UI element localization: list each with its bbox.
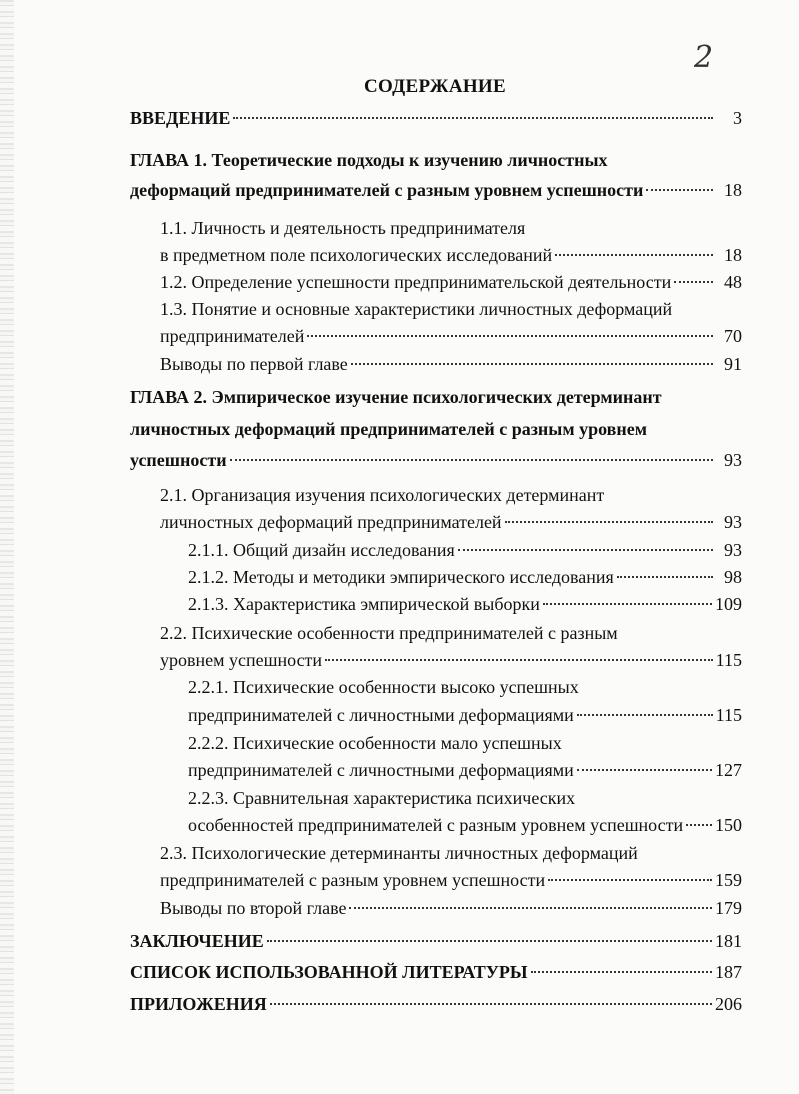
toc-entry-label: 1.2. Определение успешности предпринимательской деятельности (160, 272, 672, 292)
toc-entry-2-2-3-cont[interactable] (188, 815, 742, 841)
dot-leader (325, 659, 713, 661)
toc-entry-2-2[interactable] (160, 623, 742, 649)
toc-entry-label: в предметном поле психологических исследований (160, 245, 553, 265)
toc-entry-1-3-cont[interactable] (160, 326, 742, 352)
toc-entry-page: 91 (724, 354, 742, 374)
dot-leader (307, 335, 713, 337)
toc-entry-page: 187 (715, 962, 742, 982)
dot-leader (458, 549, 713, 551)
dot-leader (577, 714, 713, 716)
toc-entry-label: СПИСОК ИСПОЛЬЗОВАННОЙ ЛИТЕРАТУРЫ (130, 962, 528, 982)
toc-entry-page: 18 (724, 180, 742, 200)
toc-entry-2-3-cont[interactable] (160, 870, 742, 896)
dot-leader (617, 576, 713, 578)
scan-binding-edge (0, 0, 14, 1094)
toc-entry-label: 2.2.1. Психические особенности высоко успешных (188, 677, 579, 697)
toc-entry-2-2-2-cont[interactable] (188, 760, 742, 786)
dot-leader (555, 254, 713, 256)
toc-entry-label: 2.2.3. Сравнительная характеристика психических (188, 788, 576, 808)
toc-entry-2-1-cont[interactable] (160, 512, 742, 538)
toc-entry-1-2[interactable] (160, 272, 742, 298)
toc-entry-2-2-2[interactable] (188, 733, 742, 759)
toc-entry-page: 115 (715, 705, 742, 725)
toc-entry-label: 2.1.3. Характеристика эмпирической выборки (188, 594, 540, 614)
toc-entry-label: Выводы по второй главе (160, 898, 347, 918)
dot-leader (267, 940, 712, 942)
dot-leader (505, 521, 713, 523)
toc-entry-label: предпринимателей с разным уровнем успешности (160, 870, 546, 890)
dot-leader (270, 1003, 712, 1005)
toc-entry-introduction[interactable] (130, 108, 742, 134)
handwritten-page-number: 2 (694, 40, 714, 75)
toc-entry-2-1-2[interactable] (188, 567, 742, 593)
toc-entry-conclusions-1[interactable] (160, 354, 742, 380)
toc-entry-chapter-1-cont[interactable] (130, 180, 742, 206)
toc-entry-2-1-3[interactable] (188, 594, 742, 620)
toc-entry-label: Выводы по первой главе (160, 354, 348, 374)
toc-entry-label: ВВЕДЕНИЕ (130, 108, 231, 128)
toc-entry-chapter-2-cont2[interactable] (130, 450, 742, 476)
toc-entry-chapter-2[interactable] (130, 387, 742, 413)
toc-entry-label: 2.1.2. Методы и методики эмпирического исследования (188, 567, 614, 587)
toc-entry-2-2-1-cont[interactable] (188, 705, 742, 731)
toc-entry-label: личностных деформаций предпринимателей с разным уровнем (130, 419, 648, 439)
toc-entry-1-1[interactable] (160, 218, 742, 244)
dot-leader (230, 459, 713, 461)
toc-entry-appendix[interactable] (130, 994, 742, 1020)
toc-entry-page: 93 (724, 512, 742, 532)
toc-entry-page: 150 (715, 815, 742, 835)
toc-entry-label: ГЛАВА 1. Теоретические подходы к изучению личностных (130, 150, 608, 170)
toc-entry-label: предпринимателей с личностными деформациями (188, 760, 574, 780)
toc-entry-label: 2.3. Психологические детерминанты личностных деформаций (160, 843, 638, 863)
toc-entry-label: 1.3. Понятие и основные характеристики личностных деформаций (160, 299, 673, 319)
dot-leader (548, 879, 712, 881)
toc-entry-2-2-3[interactable] (188, 788, 742, 814)
toc-entry-page: 109 (715, 594, 742, 614)
toc-title: СОДЕРЖАНИЕ (364, 76, 506, 97)
toc-entry-label: 2.2. Психические особенности предпринимателей с разным (160, 623, 618, 643)
toc-entry-2-2-1[interactable] (188, 677, 742, 703)
toc-entry-page: 179 (715, 898, 742, 918)
toc-entry-2-1-1[interactable] (188, 540, 742, 566)
dot-leader (577, 769, 712, 771)
toc-entry-1-3[interactable] (160, 299, 742, 325)
toc-entry-page: 93 (724, 540, 742, 560)
toc-entry-label: ГЛАВА 2. Эмпирическое изучение психологических детерминант (130, 387, 662, 407)
toc-entry-page: 115 (715, 650, 742, 670)
toc-entry-label: предпринимателей (160, 326, 305, 346)
dot-leader (686, 824, 712, 826)
toc-entry-2-1[interactable] (160, 485, 742, 511)
toc-entry-label: особенностей предпринимателей с разным уровнем успешности (188, 815, 684, 835)
toc-entry-page: 98 (724, 567, 742, 587)
dot-leader (233, 117, 713, 119)
toc-entry-page: 70 (724, 326, 742, 346)
toc-entry-page: 3 (733, 108, 742, 128)
toc-entry-page: 48 (724, 272, 742, 292)
toc-entry-references[interactable] (130, 962, 742, 988)
dot-leader (351, 363, 713, 365)
dot-leader (646, 189, 713, 191)
toc-entry-label: 2.1.1. Общий дизайн исследования (188, 540, 455, 560)
toc-entry-page: 18 (724, 245, 742, 265)
toc-entry-page: 159 (715, 870, 742, 890)
toc-entry-label: деформаций предпринимателей с разным уровнем успешности (130, 180, 644, 200)
toc-entry-label: 2.2.2. Психические особенности мало успешных (188, 733, 562, 753)
toc-entry-chapter-2-cont[interactable] (130, 419, 742, 445)
toc-entry-label: уровнем успешности (160, 650, 323, 670)
toc-entry-label: ЗАКЛЮЧЕНИЕ (130, 931, 264, 951)
toc-entry-2-2-cont[interactable] (160, 650, 742, 676)
toc-entry-page: 93 (724, 450, 742, 470)
dot-leader (349, 907, 712, 909)
toc-entry-label: предпринимателей с личностными деформациями (188, 705, 574, 725)
dot-leader (543, 603, 712, 605)
toc-entry-2-3[interactable] (160, 843, 742, 869)
toc-entry-chapter-1[interactable] (130, 150, 742, 176)
toc-entry-label: 2.1. Организация изучения психологических детерминант (160, 485, 605, 505)
toc-entry-1-1-cont[interactable] (160, 245, 742, 271)
dot-leader (674, 281, 713, 283)
toc-entry-page: 181 (715, 931, 742, 951)
toc-entry-label: личностных деформаций предпринимателей (160, 512, 502, 532)
toc-entry-page: 127 (715, 760, 742, 780)
dot-leader (531, 971, 712, 973)
toc-entry-page: 206 (715, 994, 742, 1014)
toc-entry-conclusion[interactable] (130, 931, 742, 957)
toc-entry-conclusions-2[interactable] (160, 898, 742, 924)
toc-entry-label: успешности (130, 450, 227, 470)
toc-entry-label: ПРИЛОЖЕНИЯ (130, 994, 267, 1014)
toc-entry-label: 1.1. Личность и деятельность предпринимателя (160, 218, 526, 238)
